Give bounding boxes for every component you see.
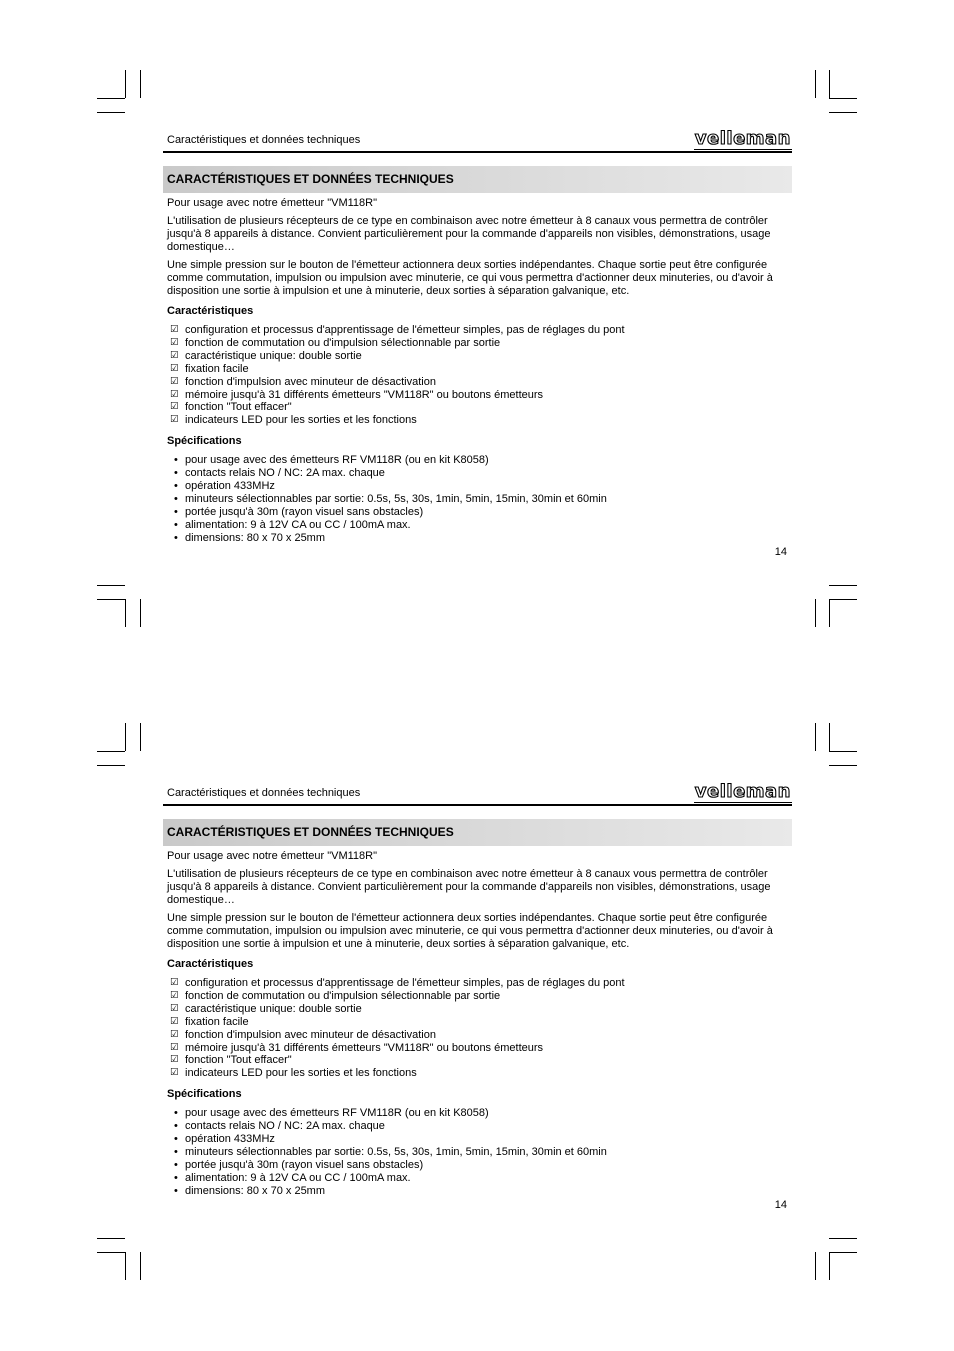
crop-mark — [829, 98, 857, 99]
section-heading: CARACTÉRISTIQUES ET DONNÉES TECHNIQUES — [167, 172, 454, 186]
checked-checkbox-icon — [170, 1067, 179, 1080]
bullet-icon — [174, 532, 178, 545]
spec-text: portée jusqu'à 30m (rayon visuel sans obstacles) — [185, 506, 424, 518]
checked-checkbox-icon — [170, 324, 179, 337]
features-list — [167, 977, 797, 1080]
crop-mark — [829, 585, 857, 586]
bullet-icon — [174, 519, 178, 532]
feature-text: mémoire jusqu'à 31 différents émetteurs "VM118R" ou boutons émetteurs — [185, 388, 544, 401]
crop-mark — [97, 585, 125, 586]
list-item — [167, 414, 797, 427]
checked-checkbox-icon — [170, 401, 179, 414]
spec-text: portée jusqu'à 30m (rayon visuel sans obstacles) — [185, 1159, 424, 1171]
bullet-icon — [174, 1107, 178, 1120]
checked-checkbox-icon — [170, 350, 179, 363]
bullet-icon — [174, 506, 178, 519]
velleman-logo: velleman — [694, 128, 791, 149]
list-item — [167, 324, 797, 337]
page-copy — [0, 653, 954, 1306]
list-item — [167, 1172, 797, 1185]
crop-mark — [829, 599, 830, 627]
checked-checkbox-icon — [170, 1042, 179, 1055]
crop-mark — [829, 70, 830, 98]
bullet-icon — [174, 467, 178, 480]
checked-checkbox-icon — [170, 977, 179, 990]
crop-mark — [97, 751, 125, 752]
spec-text: pour usage avec des émetteurs RF VM118R (ou en kit K8058) — [185, 1107, 489, 1119]
list-item — [167, 1185, 797, 1198]
spec-text: dimensions: 80 x 70 x 25mm — [185, 532, 326, 544]
bullet-icon — [174, 1146, 178, 1159]
list-item — [167, 506, 797, 519]
specifications-list — [167, 1107, 797, 1198]
crop-mark — [829, 751, 857, 752]
page-copy — [0, 0, 954, 653]
section-heading-bar — [163, 166, 792, 193]
spec-text: opération 433MHz — [185, 480, 275, 492]
spec-text: contacts relais NO / NC: 2A max. chaque — [185, 467, 385, 479]
feature-text: configuration et processus d'apprentissage de l'émetteur simples, pas de réglages du pont — [185, 324, 625, 336]
list-item — [167, 1029, 797, 1042]
crop-mark — [125, 723, 126, 751]
checked-checkbox-icon — [170, 1029, 179, 1042]
crop-mark — [140, 599, 141, 627]
running-header: Caractéristiques et données techniques — [167, 134, 361, 146]
feature-text: fonction "Tout effacer" — [185, 401, 292, 414]
crop-mark — [140, 70, 141, 98]
description-paragraph: L'utilisation de plusieurs récepteurs de ce type en combinaison avec notre émetteur à 8 canaux vous permettra de contrôler jusqu'à 8 appareils à distance. Convient particulièrement pour la commande d'appareils non visibles, démonstrations, usage domestique… — [167, 215, 771, 253]
list-item — [167, 1120, 797, 1133]
crop-mark — [97, 1252, 125, 1253]
spec-text: minuteurs sélectionnables par sortie: 0.5s, 5s, 30s, 1min, 5min, 15min, 30min et 60min — [185, 1146, 607, 1158]
spec-text: opération 433MHz — [185, 1133, 275, 1145]
features-title: Caractéristiques — [167, 958, 254, 970]
list-item — [167, 1067, 797, 1080]
crop-mark — [815, 599, 816, 627]
crop-mark — [829, 1252, 857, 1253]
specifications-title: Spécifications — [167, 1088, 242, 1100]
list-item — [167, 1159, 797, 1172]
list-item — [167, 1042, 797, 1055]
crop-mark — [97, 765, 125, 766]
feature-text: configuration et processus d'apprentissage de l'émetteur simples, pas de réglages du pont — [185, 977, 625, 989]
crop-mark — [140, 1252, 141, 1280]
feature-text: fonction "Tout effacer" — [185, 1054, 292, 1067]
section-heading: CARACTÉRISTIQUES ET DONNÉES TECHNIQUES — [167, 825, 454, 839]
features-list — [167, 324, 797, 427]
list-item — [167, 389, 797, 402]
checked-checkbox-icon — [170, 389, 179, 402]
feature-text: caractéristique unique: double sortie — [185, 1002, 362, 1015]
crop-mark — [140, 723, 141, 751]
bullet-icon — [174, 1120, 178, 1133]
crop-mark — [829, 723, 830, 751]
feature-text: fonction d'impulsion avec minuteur de désactivation — [185, 1028, 436, 1041]
checked-checkbox-icon — [170, 1054, 179, 1067]
velleman-logo: velleman — [694, 781, 791, 802]
list-item — [167, 454, 797, 467]
list-item — [167, 519, 797, 532]
intro-paragraph: Pour usage avec notre émetteur "VM118R" — [167, 850, 377, 862]
crop-mark — [829, 112, 857, 113]
crop-mark — [829, 1238, 857, 1239]
feature-text: fonction d'impulsion avec minuteur de désactivation — [185, 375, 436, 388]
feature-text: caractéristique unique: double sortie — [185, 349, 362, 362]
specifications-list — [167, 454, 797, 545]
checked-checkbox-icon — [170, 414, 179, 427]
page-number: 14 — [774, 1199, 787, 1211]
crop-mark — [829, 599, 857, 600]
crop-mark — [815, 1252, 816, 1280]
crop-mark — [829, 1252, 830, 1280]
spec-text: dimensions: 80 x 70 x 25mm — [185, 1185, 326, 1197]
list-item — [167, 1003, 797, 1016]
checked-checkbox-icon — [170, 376, 179, 389]
list-item — [167, 1054, 797, 1067]
feature-text: mémoire jusqu'à 31 différents émetteurs "VM118R" ou boutons émetteurs — [185, 1041, 544, 1054]
list-item — [167, 1107, 797, 1120]
crop-mark — [815, 70, 816, 98]
page-number: 14 — [774, 546, 787, 558]
crop-mark — [97, 112, 125, 113]
feature-text: fixation facile — [185, 1015, 249, 1028]
spec-text: alimentation: 9 à 12V CA ou CC / 100mA max. — [185, 1172, 411, 1184]
list-item — [167, 363, 797, 376]
feature-text: fonction de commutation ou d'impulsion sélectionnable par sortie — [185, 336, 501, 349]
bullet-icon — [174, 493, 178, 506]
list-item — [167, 337, 797, 350]
bullet-icon — [174, 1172, 178, 1185]
feature-text: indicateurs LED pour les sorties et les fonctions — [185, 414, 417, 427]
feature-text: fixation facile — [185, 362, 249, 375]
bullet-icon — [174, 1159, 178, 1172]
list-item — [167, 480, 797, 493]
list-item — [167, 990, 797, 1003]
bullet-icon — [174, 480, 178, 493]
crop-mark — [97, 98, 125, 99]
list-item — [167, 376, 797, 389]
checked-checkbox-icon — [170, 363, 179, 376]
list-item — [167, 1146, 797, 1159]
checked-checkbox-icon — [170, 1003, 179, 1016]
checked-checkbox-icon — [170, 1016, 179, 1029]
description-paragraph: L'utilisation de plusieurs récepteurs de ce type en combinaison avec notre émetteur à 8 canaux vous permettra de contrôler jusqu'à 8 appareils à distance. Convient particulièrement pour la commande d'appareils non visibles, démonstrations, usage domestique… — [167, 868, 771, 906]
header-rule — [163, 151, 792, 153]
spec-text: contacts relais NO / NC: 2A max. chaque — [185, 1120, 385, 1132]
running-header: Caractéristiques et données techniques — [167, 787, 361, 799]
section-heading-bar — [163, 819, 792, 846]
crop-mark — [125, 1252, 126, 1280]
bullet-icon — [174, 1185, 178, 1198]
spec-text: minuteurs sélectionnables par sortie: 0.5s, 5s, 30s, 1min, 5min, 15min, 30min et 60min — [185, 493, 607, 505]
list-item — [167, 1133, 797, 1146]
intro-paragraph: Pour usage avec notre émetteur "VM118R" — [167, 197, 377, 209]
checked-checkbox-icon — [170, 990, 179, 1003]
list-item — [167, 350, 797, 363]
description-paragraph: Une simple pression sur le bouton de l'émetteur actionnera deux sorties indépendantes. Chaque sortie peut être configurée comme commutation, impulsion ou impulsion avec minuterie, ce qui vous permettra d'actionner deux minuteries, ou d'avoir à disposition une sortie à impulsion et une à minuterie, deux sorties à séparation galvanique, etc. — [167, 259, 773, 297]
list-item — [167, 977, 797, 990]
feature-text: fonction de commutation ou d'impulsion sélectionnable par sortie — [185, 989, 501, 1002]
crop-mark — [125, 70, 126, 98]
bullet-icon — [174, 454, 178, 467]
crop-mark — [815, 723, 816, 751]
crop-mark — [829, 765, 857, 766]
crop-mark — [97, 1238, 125, 1239]
spec-text: pour usage avec des émetteurs RF VM118R (ou en kit K8058) — [185, 454, 489, 466]
description-paragraph: Une simple pression sur le bouton de l'émetteur actionnera deux sorties indépendantes. Chaque sortie peut être configurée comme commutation, impulsion ou impulsion avec minuterie, ce qui vous permettra d'actionner deux minuteries, ou d'avoir à disposition une sortie à impulsion et une à minuterie, deux sorties à séparation galvanique, etc. — [167, 912, 773, 950]
spec-text: alimentation: 9 à 12V CA ou CC / 100mA max. — [185, 519, 411, 531]
feature-text: indicateurs LED pour les sorties et les fonctions — [185, 1067, 417, 1080]
checked-checkbox-icon — [170, 337, 179, 350]
list-item — [167, 493, 797, 506]
list-item — [167, 467, 797, 480]
crop-mark — [97, 599, 125, 600]
specifications-title: Spécifications — [167, 435, 242, 447]
header-rule — [163, 804, 792, 806]
list-item — [167, 532, 797, 545]
list-item — [167, 1016, 797, 1029]
crop-mark — [125, 599, 126, 627]
list-item — [167, 401, 797, 414]
features-title: Caractéristiques — [167, 305, 254, 317]
bullet-icon — [174, 1133, 178, 1146]
